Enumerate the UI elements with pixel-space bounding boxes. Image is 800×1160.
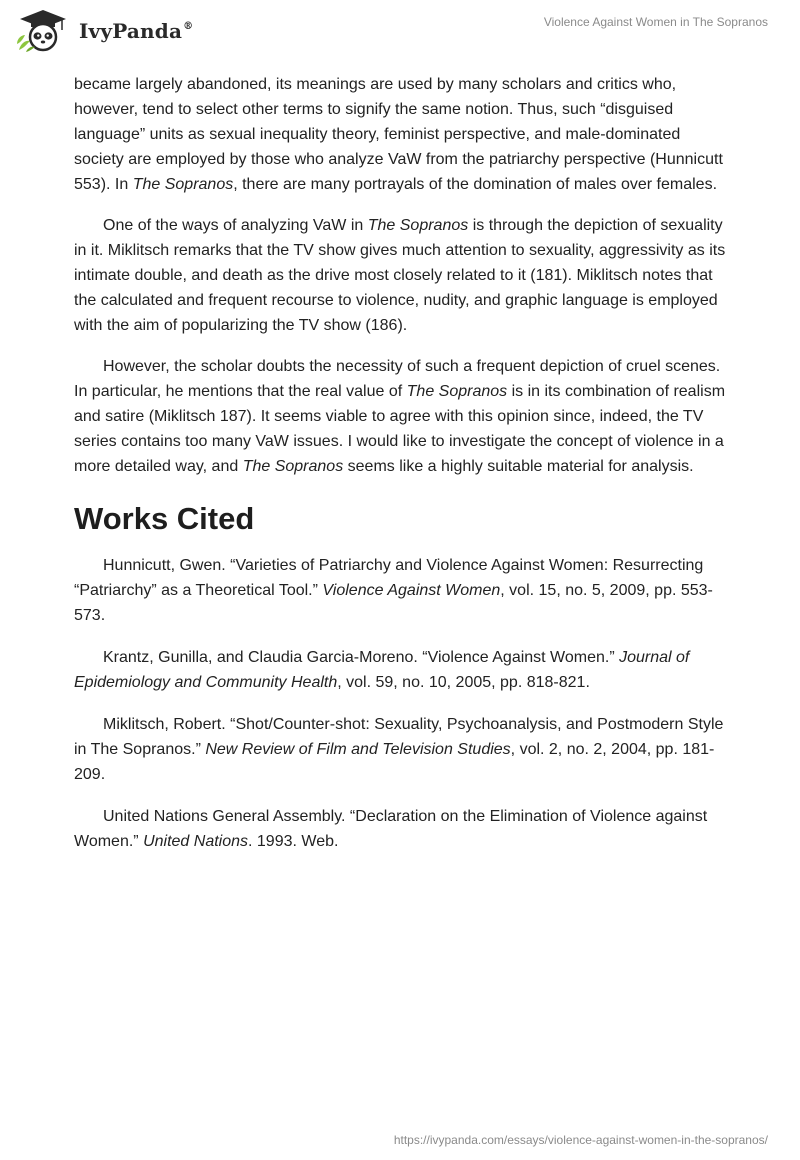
citation-entry: Hunnicutt, Gwen. “Varieties of Patriarchy and Violence Against Women: Resurrecting “Patriarchy” as a Theoretical Tool.” Violence Against Women, vol. 15, no. 5, 2009, pp. 553-573.: [74, 557, 713, 624]
works-cited-list: [74, 553, 734, 854]
page-header: [0, 0, 800, 64]
paragraph: However, the scholar doubts the necessity of such a frequent depiction of cruel scenes. In particular, he mentions that the real value of The Sopranos is in its combination of realism and satire (Miklitsch 187). It seems viable to agree with this opinion since, indeed, the TV series contains too many VaW issues. I would like to investigate the concept of violence in a more detailed way, and The Sopranos seems like a highly suitable material for analysis.: [74, 358, 726, 475]
source-url[interactable]: https://ivypanda.com/essays/violence-against-women-in-the-sopranos/: [393, 1133, 768, 1147]
brand-logo[interactable]: [14, 8, 193, 54]
paragraph: One of the ways of analyzing VaW in The Sopranos is through the depiction of sexuality in it. Miklitsch remarks that the TV show gives much attention to sexuality, aggressivity as its intimate double, and death as the drive most closely related to it (181). Miklitsch notes that the calculated and frequent recourse to violence, nudity, and graphic language is employed with the aim of popularizing the TV show (186).: [74, 217, 726, 334]
document-title: Violence Against Women in The Sopranos: [543, 15, 768, 29]
brand-name: IvyPanda®: [79, 19, 194, 43]
works-cited-heading: Works Cited: [74, 501, 255, 536]
panda-graduate-icon: [14, 8, 72, 54]
paragraph: became largely abandoned, its meanings are used by many scholars and critics who, however, tend to select other terms to signify the same notion. Thus, such “disguised language” units as sexual inequality theory, feminist perspective, and male-dominated society are employed by those who analyze VaW from the patriarchy perspective (Hunnicutt 553). In The Sopranos, there are many portrayals of the domination of males over females.: [74, 76, 723, 193]
citation-entry: Miklitsch, Robert. “Shot/Counter-shot: Sexuality, Psychoanalysis, and Postmodern Style in The Sopranos.” New Review of Film and Television Studies, vol. 2, no. 2, 2004, pp. 181-209.: [74, 716, 724, 783]
citation-entry: United Nations General Assembly. “Declaration on the Elimination of Violence against Women.” United Nations. 1993. Web.: [74, 808, 708, 850]
essay-body: [74, 72, 734, 871]
citation-entry: Krantz, Gunilla, and Claudia Garcia-Moreno. “Violence Against Women.” Journal of Epidemiology and Community Health, vol. 59, no. 10, 2005, pp. 818-821.: [74, 649, 690, 691]
